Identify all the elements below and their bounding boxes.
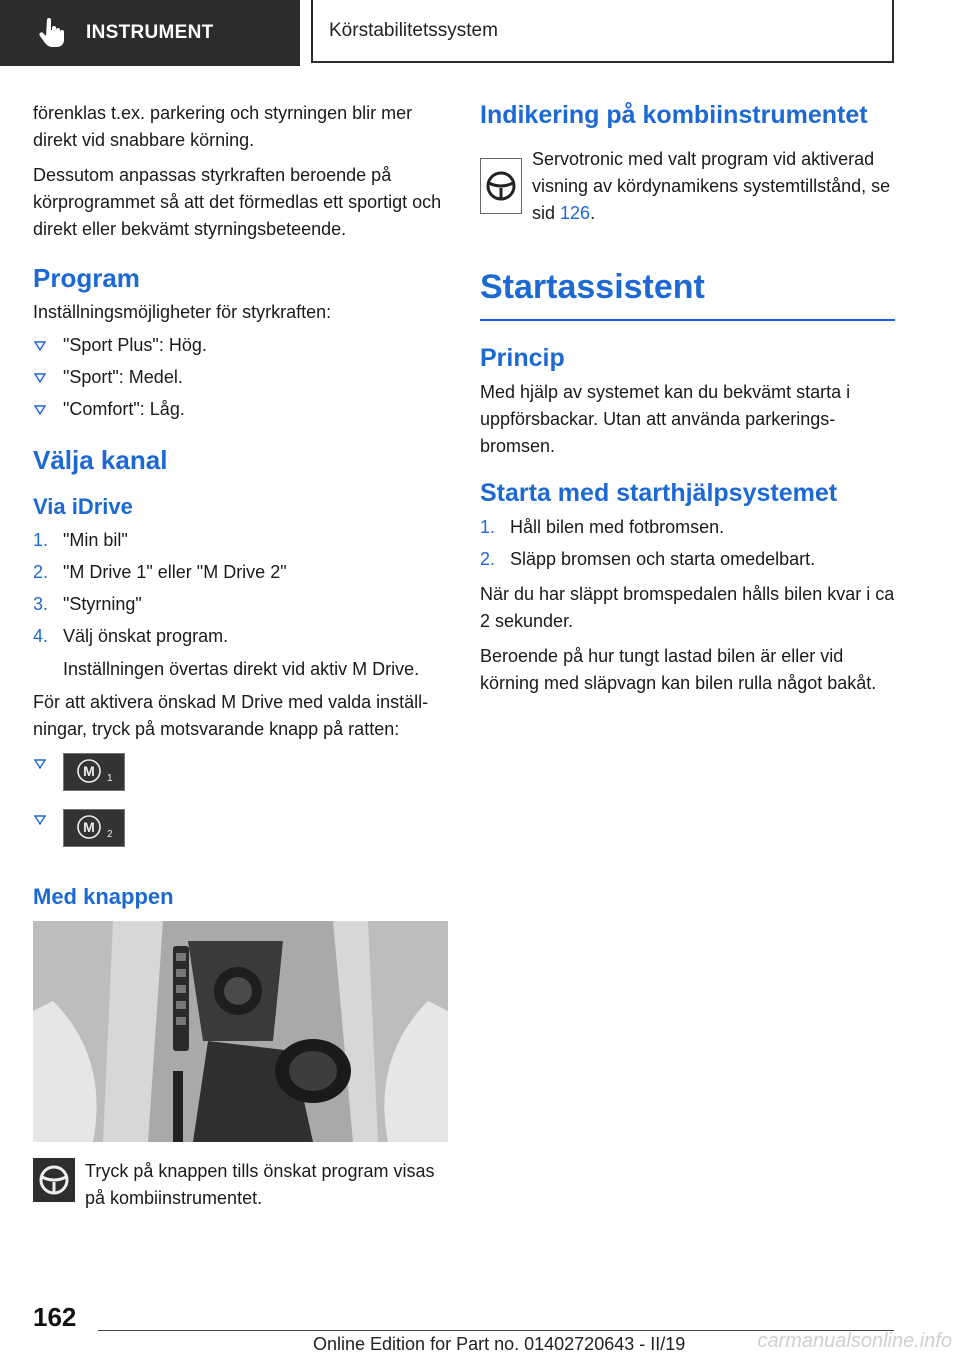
- m-drive-2-item: [33, 809, 448, 857]
- program-heading: Program: [33, 263, 140, 293]
- idrive-heading: Via iDrive: [33, 494, 133, 519]
- svg-text:2: 2: [107, 829, 113, 840]
- princip-text: Med hjälp av systemet kan du bekvämt starta i uppförsbackar. Utan att använda parkeringsbromsen.: [480, 382, 851, 456]
- list-item: 2. Släpp bromsen och starta omedelbart.: [480, 549, 816, 569]
- page-header: [0, 0, 960, 66]
- m1-icon: [71, 757, 117, 787]
- m-drive-2-button: [63, 809, 125, 847]
- after-paragraph-2: Beroende på hur tungt lastad bilen är eller vid körning med släpvagn kan bilen rulla något bakåt.: [480, 646, 877, 693]
- after-paragraph-1: När du har släppt bromspedalen hålls bilen kvar i ca 2 sekunder.: [480, 584, 895, 631]
- list-item: "Sport Plus": Hög.: [33, 332, 448, 359]
- edition-text: Online Edition for Part no. 01402720643 - II/19: [313, 1334, 686, 1354]
- svg-text:M: M: [83, 763, 95, 779]
- knappen-heading: Med knappen: [33, 884, 174, 909]
- page-footer: [0, 1296, 960, 1362]
- page-number: 162: [33, 1302, 77, 1332]
- starta-heading: Starta med starthjälpsystemet: [480, 479, 838, 507]
- svg-text:1: 1: [107, 773, 113, 784]
- steering-wheel-icon-box: [33, 1158, 75, 1202]
- list-item: 4. Välj önskat program.: [33, 626, 229, 646]
- startassistent-heading: Startassistent: [480, 265, 895, 321]
- svg-text:M: M: [83, 819, 95, 835]
- steering-wheel-icon: [481, 169, 521, 203]
- triangle-bullet-icon: [34, 759, 46, 769]
- list-item: 2. "M Drive 1" eller "M Drive 2": [33, 562, 287, 582]
- right-column: [480, 100, 895, 705]
- m-drive-1-button: [63, 753, 125, 791]
- triangle-bullet-icon: [34, 341, 46, 351]
- list-item: 1. "Min bil": [33, 530, 128, 550]
- intro-paragraph-1: förenklas t.ex. parkering och styrningen blir mer direkt vid snabbare körning.: [33, 103, 413, 150]
- step4-note: Inställningen övertas direkt vid aktiv M Drive.: [63, 659, 420, 679]
- indikering-text: Servotronic med valt program vid aktiverad visning av kördynamikens systemtillstånd, se sid 126.: [532, 149, 891, 223]
- list-item: "Comfort": Låg.: [33, 396, 448, 423]
- steering-wheel-icon: [34, 1163, 74, 1197]
- activate-paragraph: För att aktivera önskad M Drive med valda inställningar, tryck på motsvarande knapp på ratten:: [33, 692, 429, 739]
- princip-heading: Princip: [480, 344, 565, 372]
- starta-steps: [480, 514, 895, 573]
- triangle-bullet-icon: [34, 405, 46, 415]
- intro-paragraph-2: Dessutom anpassas styrkraften beroende på körprogrammet så att det förmedlas ett sportigt och direkt eller bekvämt styrningsbeteende.: [33, 165, 442, 239]
- knappen-text: Tryck på knappen tills önskat program visas på kombiinstrumentet.: [85, 1161, 435, 1208]
- chapter-box: [311, 0, 894, 63]
- center-console-photo: [33, 921, 448, 1142]
- left-column: [33, 100, 448, 1220]
- program-list: [33, 332, 448, 423]
- indikering-heading: Indikering på kombiinstrumentet: [480, 101, 868, 129]
- list-item: 1. Håll bilen med fotbromsen.: [480, 517, 725, 537]
- m2-icon: [71, 813, 117, 843]
- triangle-bullet-icon: [34, 815, 46, 825]
- steering-wheel-icon-box: [480, 158, 522, 214]
- page-link[interactable]: 126: [560, 203, 591, 223]
- m-drive-1-item: [33, 753, 448, 801]
- chapter-title: Körstabilitetssystem: [329, 19, 498, 41]
- list-item: 3. "Styrning": [33, 594, 142, 614]
- indikering-block: [480, 146, 895, 235]
- idrive-steps: [33, 527, 448, 650]
- triangle-bullet-icon: [34, 373, 46, 383]
- program-intro: Inställningsmöjligheter för styrkraften:: [33, 302, 332, 322]
- hand-pointer-icon: [38, 18, 66, 48]
- section-label: INSTRUMENT: [86, 22, 214, 43]
- section-tab: [0, 0, 300, 66]
- knappen-instruction: [33, 1158, 448, 1220]
- list-item: "Sport": Medel.: [33, 364, 448, 391]
- kanal-heading: Välja kanal: [33, 445, 168, 475]
- watermark: carmanualsonline.info: [757, 1330, 952, 1352]
